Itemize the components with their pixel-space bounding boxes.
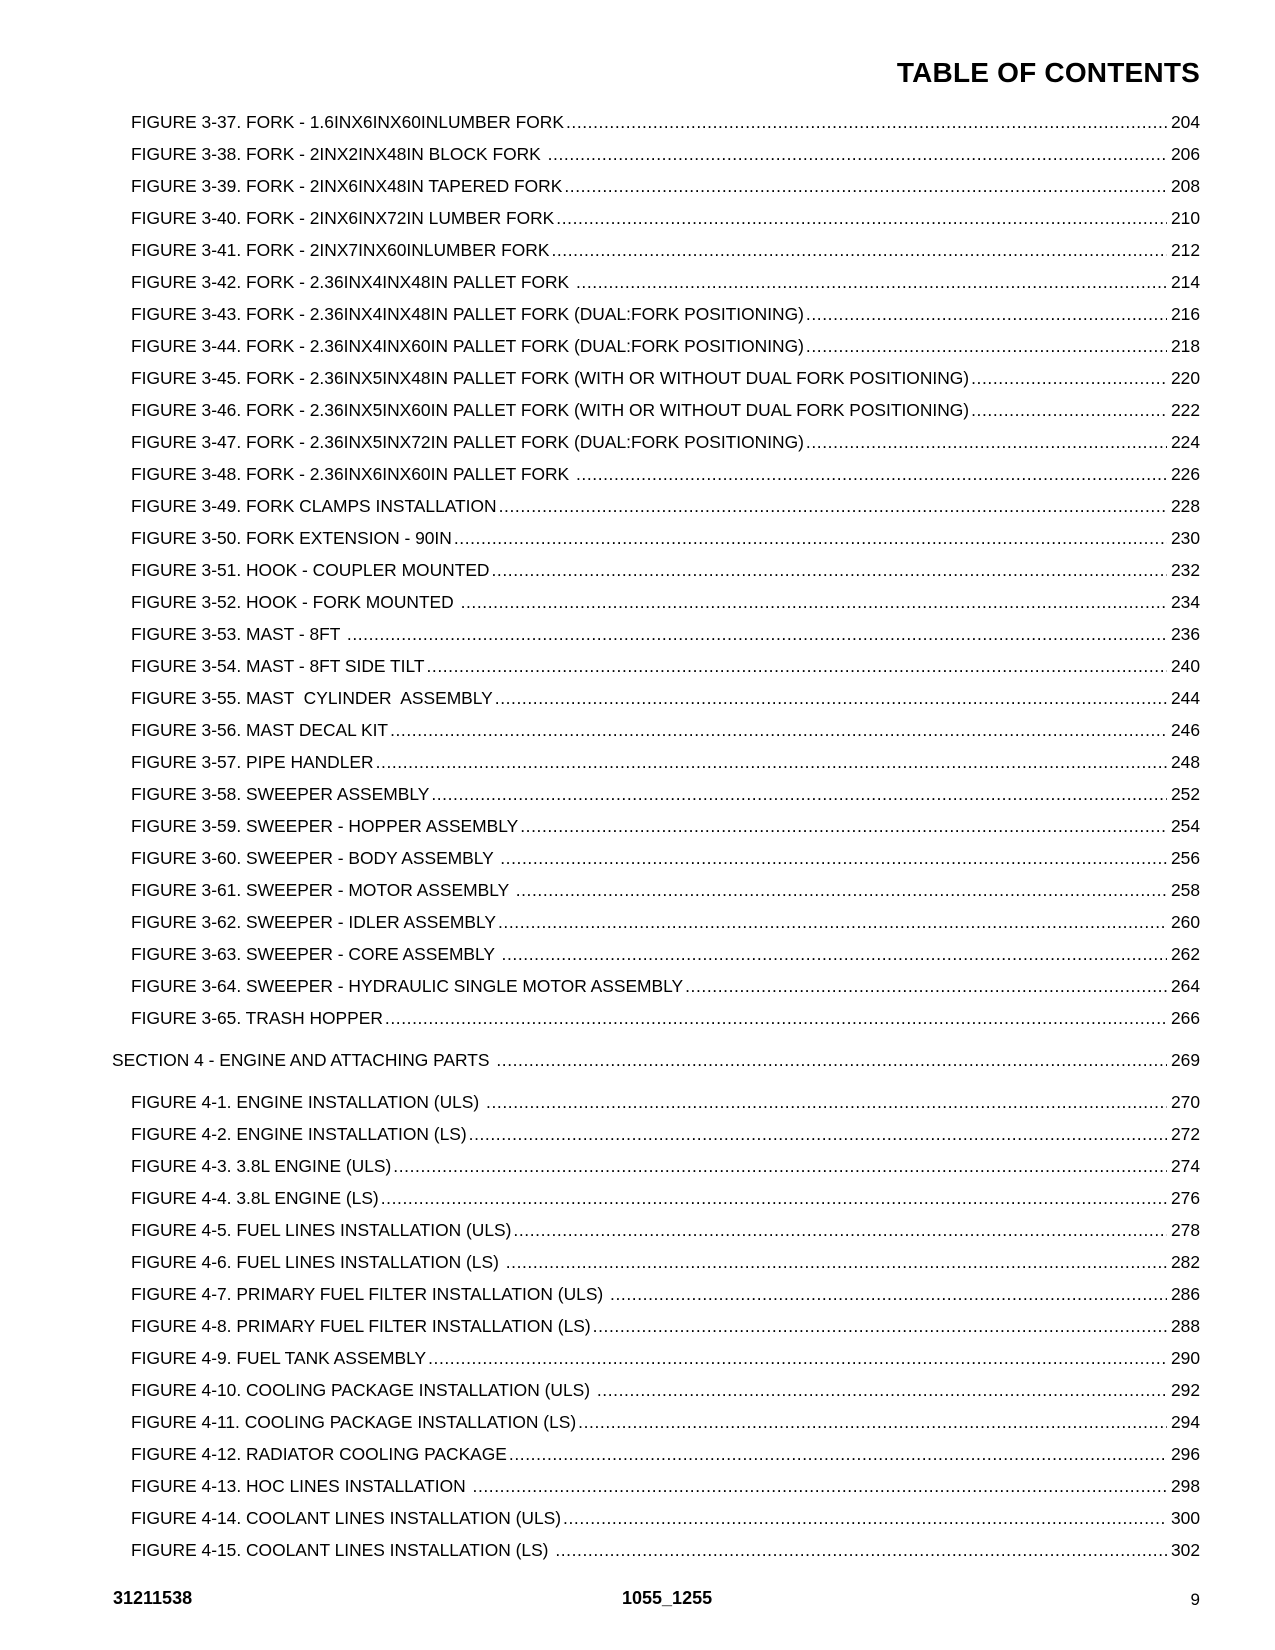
toc-entry-page: 244 bbox=[1170, 688, 1200, 708]
toc-dot-leader bbox=[376, 746, 1167, 778]
toc-dot-leader bbox=[390, 714, 1167, 746]
toc-figure-entry[interactable] bbox=[0, 554, 1275, 586]
toc-entry-page: 288 bbox=[1170, 1316, 1200, 1336]
toc-figure-entry[interactable] bbox=[0, 938, 1275, 970]
footer-part-number: 31211538 bbox=[113, 1588, 193, 1608]
toc-entry-title: FIGURE 4-11. COOLING PACKAGE INSTALLATION (LS) bbox=[131, 1412, 577, 1432]
toc-entry-page: 266 bbox=[1170, 1008, 1200, 1028]
toc-entry-title: FIGURE 3-58. SWEEPER ASSEMBLY bbox=[131, 784, 430, 804]
toc-figure-entry[interactable] bbox=[0, 394, 1275, 426]
toc-figure-entry[interactable] bbox=[0, 906, 1275, 938]
toc-entry-title: FIGURE 3-52. HOOK - FORK MOUNTED bbox=[131, 592, 459, 612]
toc-entry-page: 228 bbox=[1170, 496, 1200, 516]
toc-figure-entry[interactable] bbox=[0, 1246, 1275, 1278]
toc-entry-title: FIGURE 3-45. FORK - 2.36INX5INX48IN PALLET FORK (WITH OR WITHOUT DUAL FORK POSITIONING) bbox=[131, 368, 970, 388]
toc-entry-title: SECTION 4 - ENGINE AND ATTACHING PARTS bbox=[112, 1050, 495, 1070]
toc-entry-page: 270 bbox=[1170, 1092, 1200, 1112]
toc-dot-leader bbox=[593, 1310, 1167, 1342]
toc-dot-leader bbox=[516, 874, 1167, 906]
toc-entry-page: 269 bbox=[1170, 1050, 1200, 1070]
toc-figure-entry[interactable] bbox=[0, 1118, 1275, 1150]
toc-figure-entry[interactable] bbox=[0, 1182, 1275, 1214]
toc-entry-title: FIGURE 3-41. FORK - 2INX7INX60INLUMBER FORK bbox=[131, 240, 550, 260]
toc-dot-leader bbox=[566, 106, 1167, 138]
toc-entry-page: 276 bbox=[1170, 1188, 1200, 1208]
toc-entry-title: FIGURE 3-61. SWEEPER - MOTOR ASSEMBLY bbox=[131, 880, 514, 900]
toc-entry-page: 282 bbox=[1170, 1252, 1200, 1272]
toc-dot-leader bbox=[806, 330, 1167, 362]
footer-page-number: 9 bbox=[1190, 1590, 1200, 1609]
toc-entry-page: 216 bbox=[1170, 304, 1200, 324]
toc-entry-title: FIGURE 3-48. FORK - 2.36INX6INX60IN PALLET FORK bbox=[131, 464, 574, 484]
toc-entry-page: 286 bbox=[1170, 1284, 1200, 1304]
toc-dot-leader bbox=[469, 1118, 1167, 1150]
toc-dot-leader bbox=[495, 682, 1167, 714]
toc-dot-leader bbox=[492, 554, 1167, 586]
toc-figure-entry[interactable] bbox=[0, 1374, 1275, 1406]
toc-dot-leader bbox=[431, 778, 1167, 810]
toc-entry-title: FIGURE 3-59. SWEEPER - HOPPER ASSEMBLY bbox=[131, 816, 519, 836]
toc-entry-page: 296 bbox=[1170, 1444, 1200, 1464]
toc-entry-page: 248 bbox=[1170, 752, 1200, 772]
toc-figure-entry[interactable] bbox=[0, 682, 1275, 714]
toc-entry-title: FIGURE 3-38. FORK - 2INX2INX48IN BLOCK FORK bbox=[131, 144, 546, 164]
toc-entry-page: 300 bbox=[1170, 1508, 1200, 1528]
toc-dot-leader bbox=[499, 490, 1167, 522]
toc-entry-title: FIGURE 3-43. FORK - 2.36INX4INX48IN PALLET FORK (DUAL:FORK POSITIONING) bbox=[131, 304, 804, 324]
toc-entry-title: FIGURE 4-3. 3.8L ENGINE (ULS) bbox=[131, 1156, 392, 1176]
toc-figure-entry[interactable] bbox=[0, 266, 1275, 298]
toc-entry-page: 234 bbox=[1170, 592, 1200, 612]
toc-entry-title: FIGURE 3-53. MAST - 8FT bbox=[131, 624, 345, 644]
table-of-contents bbox=[0, 106, 1275, 1566]
toc-entry-page: 292 bbox=[1170, 1380, 1200, 1400]
toc-entry-title: FIGURE 3-47. FORK - 2.36INX5INX72IN PALLET FORK (DUAL:FORK POSITIONING) bbox=[131, 432, 804, 452]
toc-entry-title: FIGURE 3-65. TRASH HOPPER bbox=[131, 1008, 383, 1028]
toc-entry-page: 240 bbox=[1170, 656, 1200, 676]
toc-figure-entry[interactable] bbox=[0, 1534, 1275, 1566]
toc-entry-title: FIGURE 4-10. COOLING PACKAGE INSTALLATION (ULS) bbox=[131, 1380, 595, 1400]
toc-entry-title: FIGURE 3-55. MAST CYLINDER ASSEMBLY bbox=[131, 688, 493, 708]
toc-entry-title: FIGURE 4-7. PRIMARY FUEL FILTER INSTALLATION (ULS) bbox=[131, 1284, 609, 1304]
toc-entry-page: 258 bbox=[1170, 880, 1200, 900]
toc-dot-leader bbox=[461, 586, 1167, 618]
toc-entry-page: 278 bbox=[1170, 1220, 1200, 1240]
toc-figure-entry[interactable] bbox=[0, 874, 1275, 906]
toc-figure-entry[interactable] bbox=[0, 458, 1275, 490]
toc-entry-page: 264 bbox=[1170, 976, 1200, 996]
toc-entry-page: 224 bbox=[1170, 432, 1200, 452]
toc-figure-entry[interactable] bbox=[0, 106, 1275, 138]
toc-entry-title: FIGURE 4-8. PRIMARY FUEL FILTER INSTALLATION (LS) bbox=[131, 1316, 591, 1336]
toc-entry-title: FIGURE 4-1. ENGINE INSTALLATION (ULS) bbox=[131, 1092, 485, 1112]
toc-figure-entry[interactable] bbox=[0, 1002, 1275, 1034]
toc-dot-leader bbox=[509, 1438, 1167, 1470]
toc-entry-page: 262 bbox=[1170, 944, 1200, 964]
toc-entry-page: 214 bbox=[1170, 272, 1200, 292]
toc-entry-page: 272 bbox=[1170, 1124, 1200, 1144]
toc-figure-entry[interactable] bbox=[0, 1470, 1275, 1502]
toc-figure-entry[interactable] bbox=[0, 298, 1275, 330]
toc-entry-title: FIGURE 3-46. FORK - 2.36INX5INX60IN PALLET FORK (WITH OR WITHOUT DUAL FORK POSITIONING) bbox=[131, 400, 970, 420]
toc-entry-page: 302 bbox=[1170, 1540, 1200, 1560]
toc-dot-leader bbox=[971, 362, 1167, 394]
toc-entry-title: FIGURE 4-5. FUEL LINES INSTALLATION (ULS) bbox=[131, 1220, 512, 1240]
page-title: TABLE OF CONTENTS bbox=[896, 57, 1200, 88]
toc-dot-leader bbox=[971, 394, 1167, 426]
toc-entry-page: 218 bbox=[1170, 336, 1200, 356]
toc-entry-page: 274 bbox=[1170, 1156, 1200, 1176]
toc-dot-leader bbox=[506, 1246, 1167, 1278]
toc-dot-leader bbox=[496, 1044, 1167, 1076]
toc-entry-page: 230 bbox=[1170, 528, 1200, 548]
toc-figure-entry[interactable] bbox=[0, 426, 1275, 458]
footer-model: 1055_1255 bbox=[622, 1588, 713, 1608]
toc-figure-entry[interactable] bbox=[0, 1310, 1275, 1342]
toc-figure-entry[interactable] bbox=[0, 490, 1275, 522]
toc-entry-page: 232 bbox=[1170, 560, 1200, 580]
toc-entry-title: FIGURE 3-39. FORK - 2INX6INX48IN TAPERED FORK bbox=[131, 176, 563, 196]
toc-dot-leader bbox=[502, 938, 1167, 970]
toc-figure-entry[interactable] bbox=[0, 1150, 1275, 1182]
toc-entry-title: FIGURE 3-37. FORK - 1.6INX6INX60INLUMBER FORK bbox=[131, 112, 564, 132]
toc-dot-leader bbox=[548, 138, 1167, 170]
toc-entry-page: 222 bbox=[1170, 400, 1200, 420]
toc-entry-title: FIGURE 3-64. SWEEPER - HYDRAULIC SINGLE MOTOR ASSEMBLY bbox=[131, 976, 684, 996]
toc-dot-leader bbox=[454, 522, 1167, 554]
toc-figure-entry[interactable] bbox=[0, 970, 1275, 1002]
toc-entry-title: FIGURE 3-42. FORK - 2.36INX4INX48IN PALLET FORK bbox=[131, 272, 574, 292]
toc-figure-entry[interactable] bbox=[0, 170, 1275, 202]
toc-entry-page: 256 bbox=[1170, 848, 1200, 868]
toc-dot-leader bbox=[381, 1182, 1167, 1214]
toc-entry-page: 210 bbox=[1170, 208, 1200, 228]
toc-figure-entry[interactable] bbox=[0, 330, 1275, 362]
toc-entry-page: 236 bbox=[1170, 624, 1200, 644]
toc-entry-page: 290 bbox=[1170, 1348, 1200, 1368]
toc-figure-entry[interactable] bbox=[0, 810, 1275, 842]
toc-dot-leader bbox=[597, 1374, 1167, 1406]
toc-dot-leader bbox=[578, 1406, 1167, 1438]
toc-figure-entry[interactable] bbox=[0, 138, 1275, 170]
toc-entry-title: FIGURE 4-15. COOLANT LINES INSTALLATION (LS) bbox=[131, 1540, 554, 1560]
toc-dot-leader bbox=[428, 1342, 1167, 1374]
toc-figure-entry[interactable] bbox=[0, 522, 1275, 554]
toc-entry-title: FIGURE 3-60. SWEEPER - BODY ASSEMBLY bbox=[131, 848, 499, 868]
toc-dot-leader bbox=[498, 906, 1167, 938]
toc-dot-leader bbox=[486, 1086, 1167, 1118]
toc-dot-leader bbox=[806, 298, 1167, 330]
toc-dot-leader bbox=[500, 842, 1167, 874]
toc-entry-title: FIGURE 4-13. HOC LINES INSTALLATION bbox=[131, 1476, 471, 1496]
toc-figure-entry[interactable] bbox=[0, 1278, 1275, 1310]
toc-entry-title: FIGURE 4-6. FUEL LINES INSTALLATION (LS) bbox=[131, 1252, 504, 1272]
toc-entry-page: 254 bbox=[1170, 816, 1200, 836]
toc-dot-leader bbox=[385, 1002, 1167, 1034]
toc-dot-leader bbox=[806, 426, 1167, 458]
toc-figure-entry[interactable] bbox=[0, 650, 1275, 682]
toc-entry-page: 208 bbox=[1170, 176, 1200, 196]
toc-dot-leader bbox=[426, 650, 1167, 682]
toc-entry-title: FIGURE 3-57. PIPE HANDLER bbox=[131, 752, 374, 772]
toc-dot-leader bbox=[393, 1150, 1167, 1182]
toc-dot-leader bbox=[564, 170, 1167, 202]
toc-entry-title: FIGURE 4-9. FUEL TANK ASSEMBLY bbox=[131, 1348, 427, 1368]
toc-figure-entry[interactable] bbox=[0, 842, 1275, 874]
toc-figure-entry[interactable] bbox=[0, 1342, 1275, 1374]
toc-entry-title: FIGURE 3-63. SWEEPER - CORE ASSEMBLY bbox=[131, 944, 500, 964]
toc-figure-entry[interactable] bbox=[0, 1438, 1275, 1470]
toc-figure-entry[interactable] bbox=[0, 714, 1275, 746]
toc-entry-page: 294 bbox=[1170, 1412, 1200, 1432]
toc-dot-leader bbox=[473, 1470, 1167, 1502]
toc-entry-title: FIGURE 3-62. SWEEPER - IDLER ASSEMBLY bbox=[131, 912, 496, 932]
toc-dot-leader bbox=[610, 1278, 1167, 1310]
toc-figure-entry[interactable] bbox=[0, 746, 1275, 778]
toc-entry-title: FIGURE 4-12. RADIATOR COOLING PACKAGE bbox=[131, 1444, 507, 1464]
toc-dot-leader bbox=[576, 266, 1167, 298]
toc-dot-leader bbox=[576, 458, 1167, 490]
toc-entry-page: 212 bbox=[1170, 240, 1200, 260]
toc-figure-entry[interactable] bbox=[0, 1406, 1275, 1438]
toc-entry-page: 252 bbox=[1170, 784, 1200, 804]
toc-dot-leader bbox=[513, 1214, 1167, 1246]
toc-entry-title: FIGURE 4-2. ENGINE INSTALLATION (LS) bbox=[131, 1124, 467, 1144]
toc-dot-leader bbox=[520, 810, 1167, 842]
toc-entry-title: FIGURE 4-14. COOLANT LINES INSTALLATION (ULS) bbox=[131, 1508, 562, 1528]
toc-figure-entry[interactable] bbox=[0, 778, 1275, 810]
toc-entry-page: 226 bbox=[1170, 464, 1200, 484]
toc-entry-title: FIGURE 3-50. FORK EXTENSION - 90IN bbox=[131, 528, 452, 548]
toc-entry-page: 220 bbox=[1170, 368, 1200, 388]
toc-figure-entry[interactable] bbox=[0, 202, 1275, 234]
toc-figure-entry[interactable] bbox=[0, 1502, 1275, 1534]
toc-figure-entry[interactable] bbox=[0, 618, 1275, 650]
toc-figure-entry[interactable] bbox=[0, 362, 1275, 394]
toc-entry-title: FIGURE 4-4. 3.8L ENGINE (LS) bbox=[131, 1188, 379, 1208]
toc-entry-page: 206 bbox=[1170, 144, 1200, 164]
toc-entry-page: 204 bbox=[1170, 112, 1200, 132]
toc-entry-title: FIGURE 3-40. FORK - 2INX6INX72IN LUMBER FORK bbox=[131, 208, 555, 228]
toc-entry-title: FIGURE 3-49. FORK CLAMPS INSTALLATION bbox=[131, 496, 497, 516]
toc-entry-title: FIGURE 3-56. MAST DECAL KIT bbox=[131, 720, 389, 740]
toc-dot-leader bbox=[563, 1502, 1167, 1534]
toc-dot-leader bbox=[556, 202, 1167, 234]
toc-figure-entry[interactable] bbox=[0, 586, 1275, 618]
toc-dot-leader bbox=[685, 970, 1167, 1002]
toc-entry-title: FIGURE 3-54. MAST - 8FT SIDE TILT bbox=[131, 656, 425, 676]
toc-figure-entry[interactable] bbox=[0, 1086, 1275, 1118]
toc-entry-title: FIGURE 3-44. FORK - 2.36INX4INX60IN PALLET FORK (DUAL:FORK POSITIONING) bbox=[131, 336, 804, 356]
toc-entry-page: 260 bbox=[1170, 912, 1200, 932]
toc-section-entry[interactable] bbox=[0, 1044, 1275, 1076]
toc-figure-entry[interactable] bbox=[0, 234, 1275, 266]
toc-entry-title: FIGURE 3-51. HOOK - COUPLER MOUNTED bbox=[131, 560, 490, 580]
toc-dot-leader bbox=[551, 234, 1167, 266]
toc-entry-page: 298 bbox=[1170, 1476, 1200, 1496]
toc-dot-leader bbox=[555, 1534, 1167, 1566]
toc-entry-page: 246 bbox=[1170, 720, 1200, 740]
toc-dot-leader bbox=[347, 618, 1167, 650]
toc-figure-entry[interactable] bbox=[0, 1214, 1275, 1246]
